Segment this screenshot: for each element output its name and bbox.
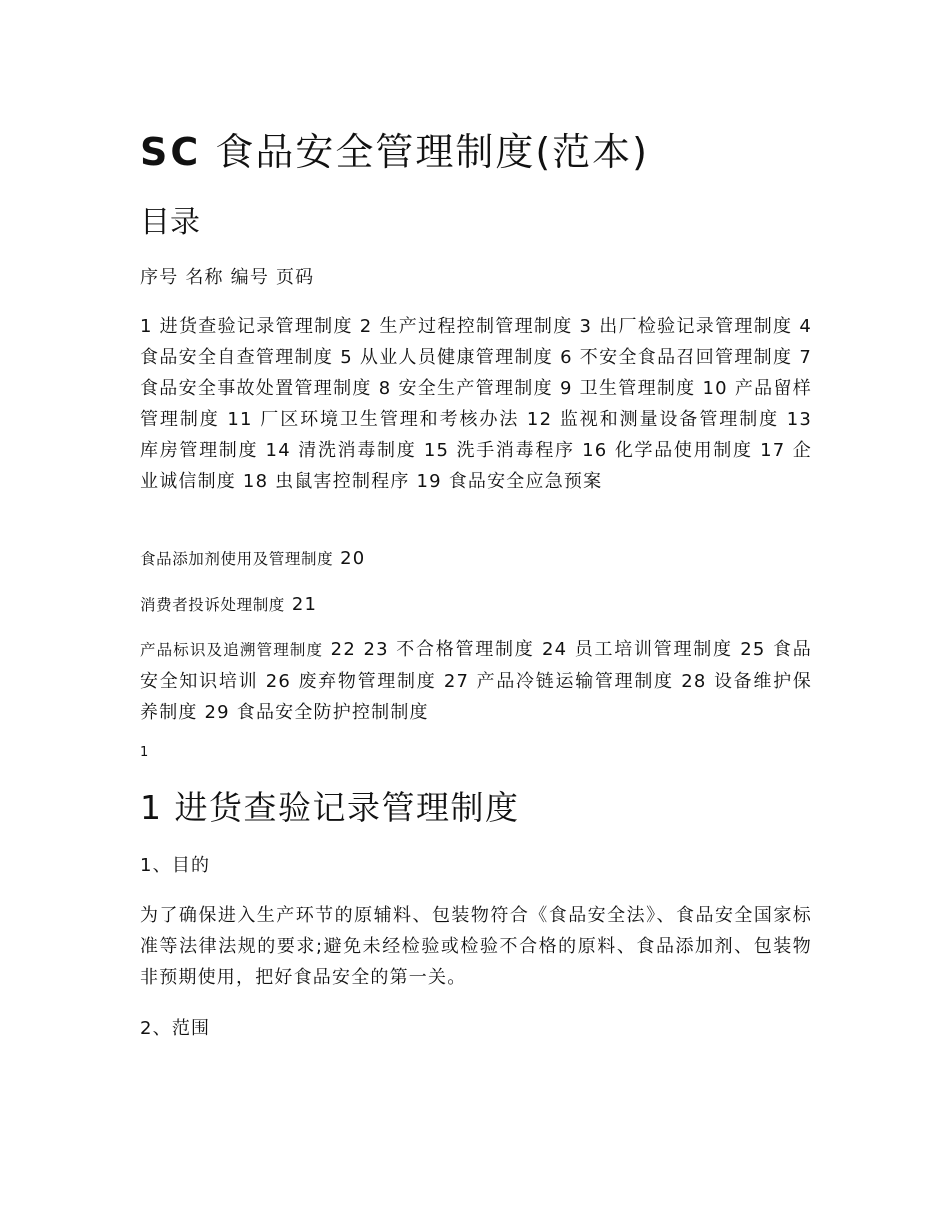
toc-block-2-rest: 22 23 不合格管理制度 24 员工培训管理制度 25 食品安全知识培训 26 废弃物管理制度 27 产品冷链运输管理制度 28 设备维护保养制度 29 食品安全防护控制制度 — [140, 639, 812, 723]
page-number: 1 — [140, 745, 149, 760]
toc-item-20 — [140, 543, 812, 575]
subsection-1-text: 为了确保进入生产环节的原辅料、包装物符合《食品安全法》、食品安全国家标准等法律法规的要求;避免未经检验或检验不合格的原料、食品添加剂、包装物非预期使用，把好食品安全的第一关。 — [140, 905, 812, 988]
subsection-2-heading: 2、范围 — [140, 1018, 211, 1039]
toc-item-20-num: 20 — [333, 548, 366, 569]
toc-block-2-lead: 产品标识及追溯管理制度 — [140, 641, 324, 659]
title-text: 食品安全管理制度(范本) — [215, 130, 650, 174]
subsection-1-heading: 1、目的 — [140, 855, 211, 876]
toc-item-21-label: 消费者投诉处理制度 — [140, 596, 285, 614]
document-title — [140, 128, 649, 176]
toc-item-21 — [140, 589, 812, 621]
section-heading: 1 进货查验记录管理制度 — [140, 788, 520, 827]
toc-block-2 — [140, 634, 812, 728]
toc-item-21-num: 21 — [284, 594, 318, 615]
toc-item-20-label: 食品添加剂使用及管理制度 — [140, 550, 334, 568]
toc-block-1: 1 进货查验记录管理制度 2 生产过程控制管理制度 3 出厂检验记录管理制度 4 食品安全自查管理制度 5 从业人员健康管理制度 6 不安全食品召回管理制度 7 食品安全事故处置管理制度 8 安全生产管理制度 9 卫生管理制度 10 产品留样管理制度 11 厂区环境卫生管理和考核办法 12 监视和测量设备管理制度 13 库房管理制度 14 清洗消毒制度 15 洗手消毒程序 16 化学品使用制度 17 企业诚信制度 18 虫鼠害控制程序 19 食品安全应急预案 — [140, 316, 812, 492]
toc-heading: 目录 — [140, 205, 200, 240]
title-prefix: SC — [140, 130, 202, 174]
toc-columns: 序号 名称 编号 页码 — [140, 267, 315, 288]
